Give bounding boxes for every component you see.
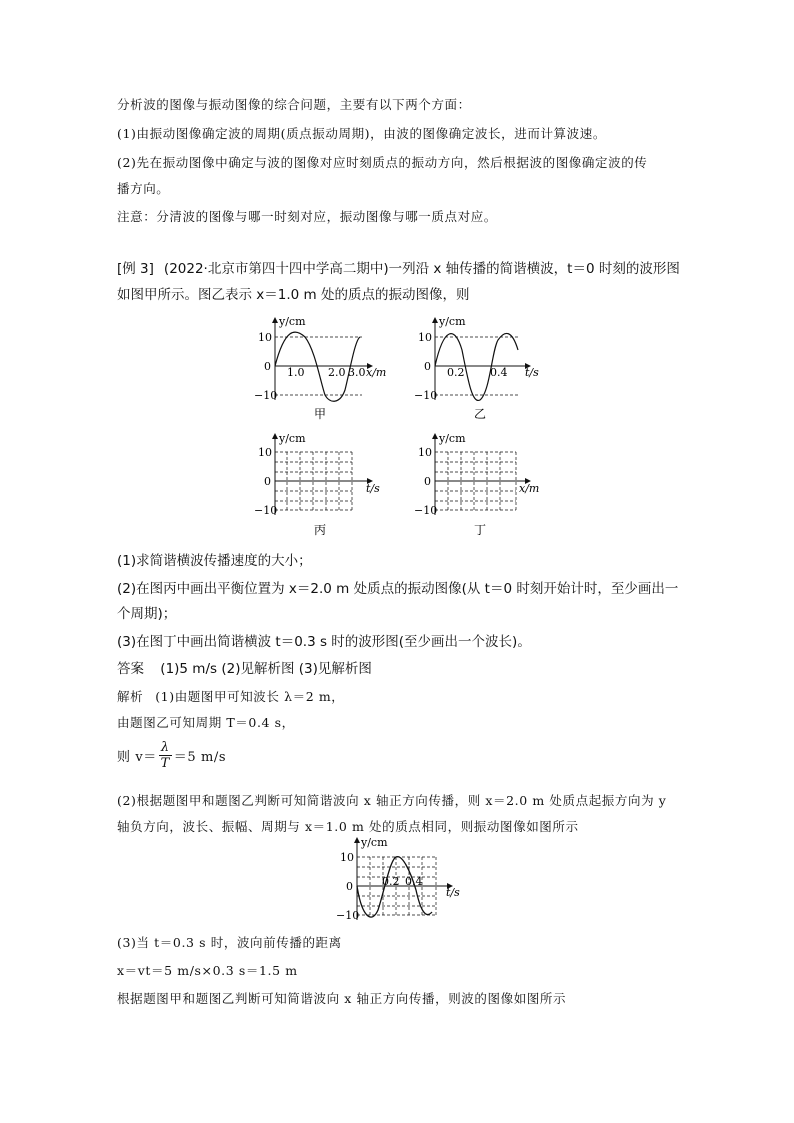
y-tick-neg10-bing: −10 — [254, 504, 278, 517]
figure-yi — [414, 315, 539, 421]
example-text-1: (2022·北京市第四十四中学高二期中)一列沿 x 轴传播的简谐横波，t＝0 时刻的波形图 — [163, 261, 680, 277]
question-2b: 个周期)； — [117, 606, 177, 622]
y-tick-0-answer: 0 — [346, 880, 353, 893]
x-tick-1-jia: 1.0 — [287, 366, 305, 379]
y-tick-10-answer: 10 — [340, 851, 354, 864]
t-tick-2-yi: 0.4 — [490, 366, 508, 379]
figure-bing — [254, 432, 380, 537]
analysis-text-1: (1)由题图甲可知波长 λ＝2 m， — [155, 689, 345, 704]
intro-paragraph-3b: 播方向。 — [117, 181, 170, 196]
example-tag: [例 3] — [117, 261, 154, 277]
caption-ding: 丁 — [474, 523, 487, 537]
y-tick-0-ding: 0 — [424, 475, 431, 488]
y-tick-10-yi: 10 — [418, 331, 432, 344]
y-axis-label-ding: y/cm — [439, 432, 466, 445]
answer-2: (2)见解析图 — [221, 661, 295, 677]
t-axis-label-answer: t/s — [446, 886, 460, 899]
caption-jia: 甲 — [314, 407, 327, 421]
analysis-line-7: 根据题图甲和题图乙判断可知简谐波向 x 轴正方向传播，则波的图像如图所示 — [117, 991, 567, 1006]
x-axis-label-ding: x/m — [519, 482, 540, 495]
caption-yi: 乙 — [474, 407, 487, 421]
example-line-2: 如图甲所示。图乙表示 x＝1.0 m 处的质点的振动图像，则 — [117, 287, 470, 303]
t-axis-label-yi: t/s — [525, 366, 539, 379]
question-1: (1)求简谐横波传播速度的大小； — [117, 553, 312, 569]
y-axis-label-bing: y/cm — [279, 432, 306, 445]
caption-bing: 丙 — [314, 523, 327, 537]
x-tick-3-jia: 3.0 — [348, 366, 366, 379]
intro-paragraph-1: 分析波的图像与振动图像的综合问题，主要有以下两个方面： — [117, 97, 471, 112]
t-tick-1-yi: 0.2 — [447, 366, 465, 379]
intro-paragraph-2: (1)由振动图像确定波的周期(质点振动周期)，由波的图像确定波长，进而计算波速。 — [117, 126, 606, 141]
analysis-line-5: (3)当 t＝0.3 s 时，波向前传播的距离 — [117, 935, 342, 950]
y-tick-0-jia: 0 — [264, 360, 271, 373]
y-axis-label-yi: y/cm — [439, 315, 466, 328]
intro-paragraph-3a: (2)先在振动图像中确定与波的图像对应时刻质点的振动方向，然后根据波的图像确定波的传 — [117, 155, 648, 170]
answer-vibration-figure — [0, 830, 794, 930]
y-axis-label-jia: y/cm — [279, 315, 306, 328]
figure-group — [0, 310, 794, 570]
answer-1: (1)5 m/s — [160, 661, 218, 677]
velocity-formula — [117, 740, 226, 771]
y-tick-0-bing: 0 — [264, 475, 271, 488]
y-tick-10-ding: 10 — [418, 446, 432, 459]
formula-prefix: 则 v＝ — [117, 750, 157, 765]
analysis-line-1 — [117, 688, 344, 706]
y-tick-10-jia: 10 — [258, 331, 272, 344]
question-2a: (2)在图丙中画出平衡位置为 x＝2.0 m 处质点的振动图像(从 t＝0 时刻开始计时，至少画出一 — [117, 581, 679, 597]
y-tick-neg10-answer: −10 — [336, 909, 360, 922]
figure-ding — [414, 432, 539, 537]
analysis-line-4a: (2)根据题图甲和题图乙判断可知简谐波向 x 轴正方向传播，则 x＝2.0 m 处质点起振方向为 y — [117, 793, 667, 808]
y-tick-0-yi: 0 — [424, 360, 431, 373]
y-axis-label-answer: y/cm — [361, 836, 388, 849]
analysis-label: 解析 — [117, 689, 144, 704]
analysis-line-6: x＝vt＝5 m/s×0.3 s＝1.5 m — [117, 963, 298, 978]
answer-label: 答案 — [117, 661, 144, 677]
answer-3: (3)见解析图 — [298, 661, 372, 677]
answer-line — [117, 660, 372, 678]
figure-jia — [254, 315, 386, 421]
y-tick-10-bing: 10 — [258, 446, 272, 459]
y-tick-neg10-yi: −10 — [414, 389, 438, 402]
t-tick-2-answer: 0.4 — [405, 875, 423, 888]
formula-suffix: ＝5 m/s — [173, 750, 227, 765]
t-axis-label-bing: t/s — [366, 482, 380, 495]
t-tick-1-answer: 0.2 — [382, 875, 400, 888]
question-3: (3)在图丁中画出简谐横波 t＝0.3 s 时的波形图(至少画出一个波长)。 — [117, 634, 531, 650]
x-axis-label-jia: x/m — [366, 366, 387, 379]
analysis-line-2: 由题图乙可知周期 T＝0.4 s， — [117, 715, 295, 730]
x-tick-2-jia: 2.0 — [328, 366, 346, 379]
analysis-line-4b: 轴负方向，波长、振幅、周期与 x＝1.0 m 处的质点相同，则振动图像如图所示 — [117, 819, 579, 834]
intro-note: 注意：分清波的图像与哪一时刻对应，振动图像与哪一质点对应。 — [117, 209, 497, 224]
formula-denominator: T — [160, 756, 170, 771]
y-tick-neg10-ding: −10 — [414, 504, 438, 517]
example-line-1 — [117, 260, 680, 278]
formula-numerator: λ — [160, 740, 170, 755]
y-tick-neg10-jia: −10 — [254, 389, 278, 402]
